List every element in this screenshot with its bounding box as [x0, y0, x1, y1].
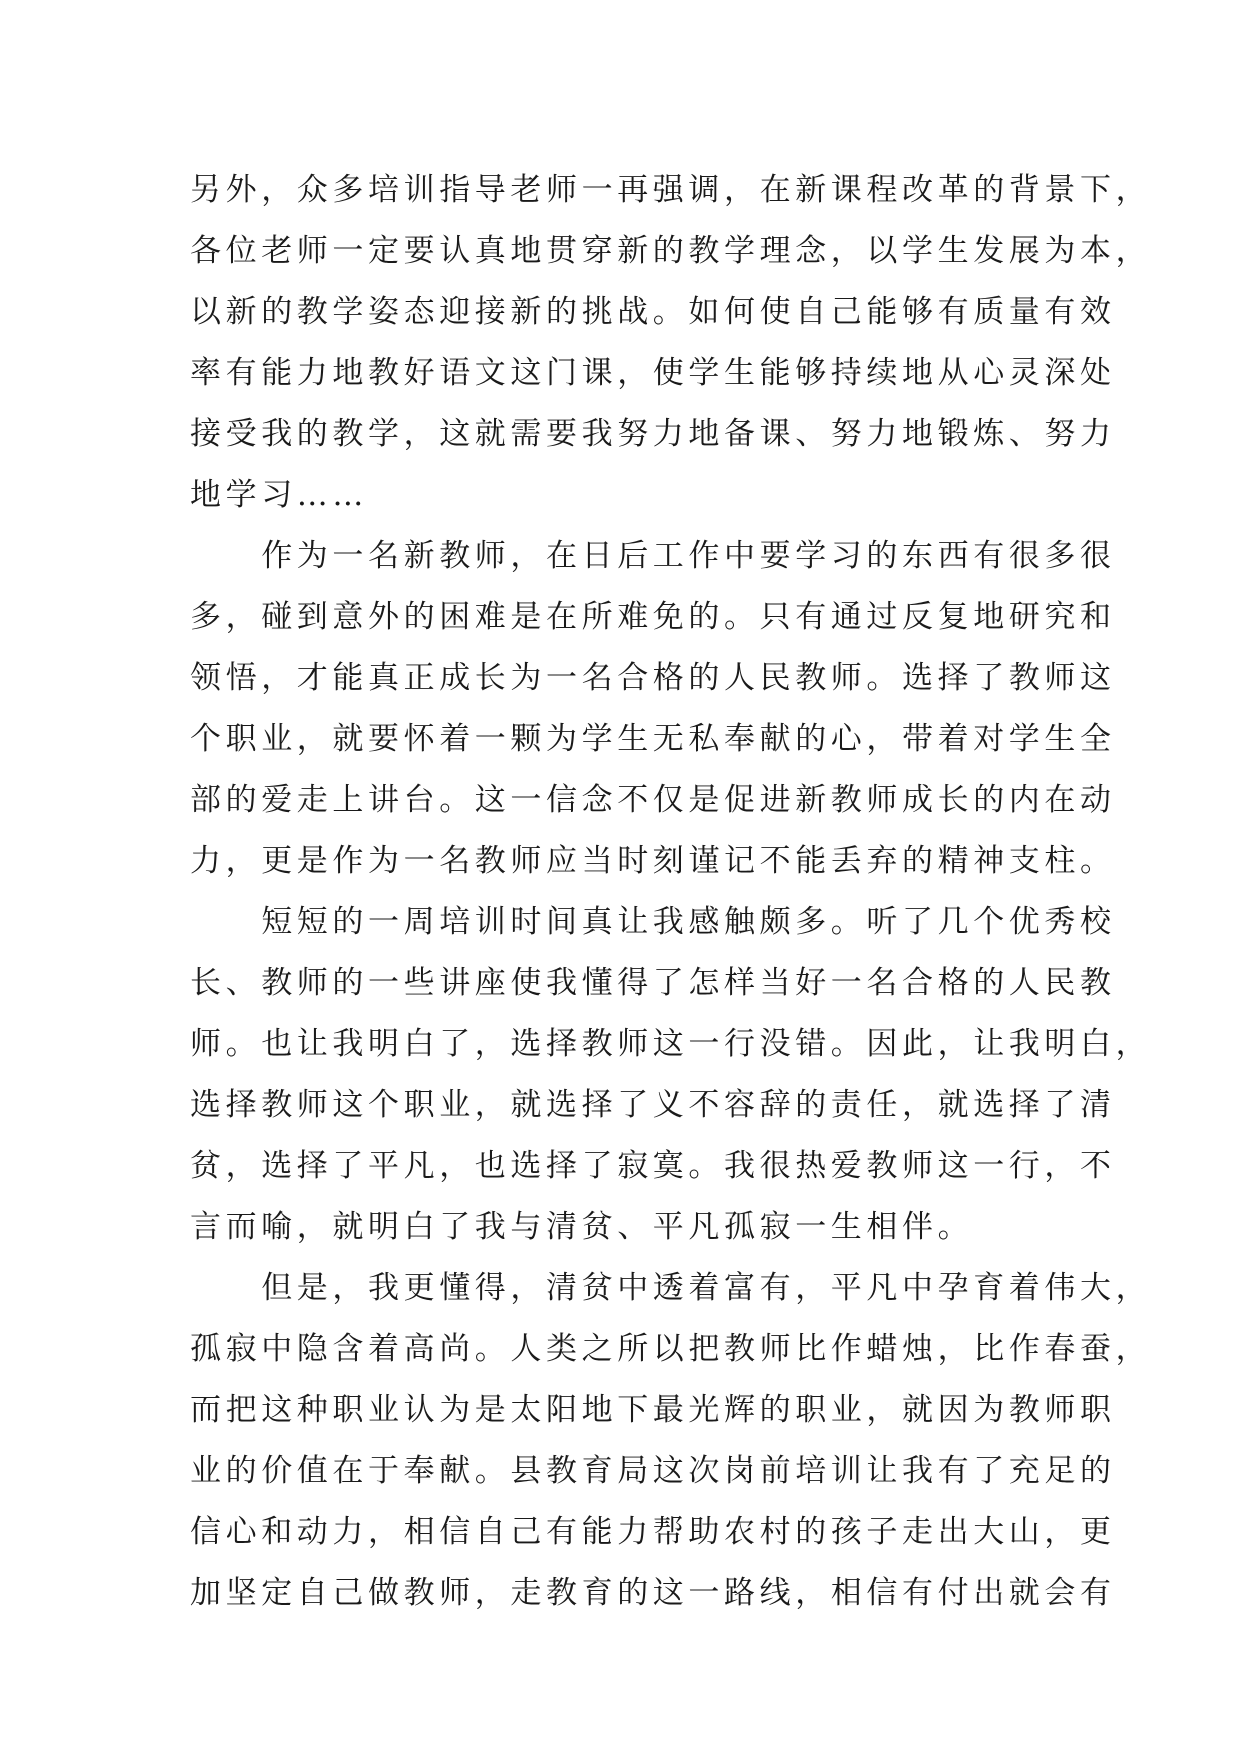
text-line: 地学习……	[190, 477, 368, 513]
text-line: 率有能力地教好语文这门课，使学生能够持续地从心灵深处	[190, 355, 1116, 391]
text-line: 领悟，才能真正成长为一名合格的人民教师。选择了教师这	[190, 660, 1116, 696]
text-line: 但是，我更懂得，清贫中透着富有，平凡中孕育着伟大，	[190, 1270, 1152, 1306]
text-line: 作为一名新教师，在日后工作中要学习的东西有很多很	[190, 538, 1116, 574]
body-text	[190, 160, 1152, 1624]
text-line: 加坚定自己做教师，走教育的这一路线，相信有付出就会有	[190, 1575, 1116, 1611]
text-line: 个职业，就要怀着一颗为学生无私奉献的心，带着对学生全	[190, 721, 1116, 757]
text-line: 短短的一周培训时间真让我感触颇多。听了几个优秀校	[190, 904, 1116, 940]
text-line: 言而喻，就明白了我与清贫、平凡孤寂一生相伴。	[190, 1209, 974, 1245]
text-line: 另外，众多培训指导老师一再强调，在新课程改革的背景下，	[190, 172, 1152, 208]
text-line: 信心和动力，相信自己有能力帮助农村的孩子走出大山，更	[190, 1514, 1116, 1550]
text-line: 以新的教学姿态迎接新的挑战。如何使自己能够有质量有效	[190, 294, 1116, 330]
text-line: 多，碰到意外的困难是在所难免的。只有通过反复地研究和	[190, 599, 1116, 635]
text-line: 业的价值在于奉献。县教育局这次岗前培训让我有了充足的	[190, 1453, 1116, 1489]
text-line: 各位老师一定要认真地贯穿新的教学理念，以学生发展为本，	[190, 233, 1152, 269]
text-line: 部的爱走上讲台。这一信念不仅是促进新教师成长的内在动	[190, 782, 1116, 818]
text-line: 师。也让我明白了，选择教师这一行没错。因此，让我明白，	[190, 1026, 1152, 1062]
text-line: 力，更是作为一名教师应当时刻谨记不能丢弃的精神支柱。	[190, 843, 1116, 879]
text-line: 而把这种职业认为是太阳地下最光辉的职业，就因为教师职	[190, 1392, 1116, 1428]
text-line: 选择教师这个职业，就选择了义不容辞的责任，就选择了清	[190, 1087, 1116, 1123]
text-line: 贫，选择了平凡，也选择了寂寞。我很热爱教师这一行，不	[190, 1148, 1116, 1184]
text-line: 孤寂中隐含着高尚。人类之所以把教师比作蜡烛，比作春蚕，	[190, 1331, 1152, 1367]
text-line: 长、教师的一些讲座使我懂得了怎样当好一名合格的人民教	[190, 965, 1116, 1001]
text-line: 接受我的教学，这就需要我努力地备课、努力地锻炼、努力	[190, 416, 1116, 452]
